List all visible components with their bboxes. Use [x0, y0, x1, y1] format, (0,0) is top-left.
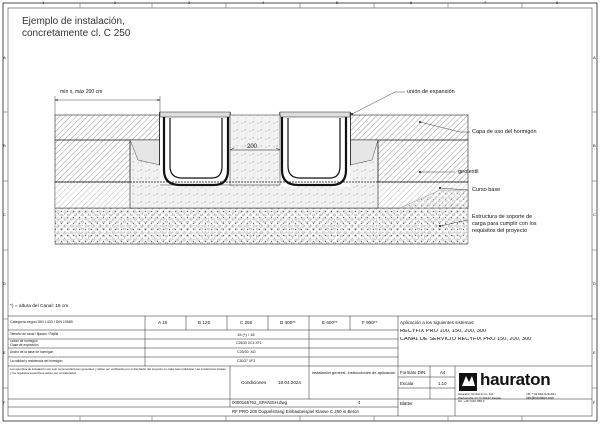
- company-address: [458, 393, 522, 404]
- support-line-2: carga para cumplir con los: [472, 221, 537, 227]
- frame-row-f: F: [3, 400, 6, 405]
- frame-row-c-right: C: [593, 212, 596, 217]
- brand-wordmark: hauraton: [480, 370, 551, 389]
- row-quality-value: C30/37 XF3: [237, 359, 256, 363]
- row-concrete-grade-label: [10, 340, 70, 347]
- row-base-width-label: Ancho de la base de hormigón: [10, 350, 54, 354]
- class-e600: E 600**: [322, 320, 338, 325]
- sheets-label: Blätter: [400, 401, 413, 406]
- row-channel-size-label: Tamaño de canal / fijación / Rejilla: [10, 332, 59, 336]
- title-line-2: concretamente cl. C 250: [22, 28, 131, 39]
- issue-date: 18.04.2024: [278, 380, 301, 385]
- conditions-label: Condiciones: [241, 380, 267, 385]
- title-line-1: Ejemplo de instalación,: [22, 16, 125, 27]
- class-f900: F 900**: [362, 320, 378, 325]
- frame-row-e: E: [3, 350, 6, 355]
- callout-support-structure: [472, 214, 537, 235]
- class-d400: D 400**: [280, 320, 296, 325]
- wear-layer-left: [55, 115, 160, 140]
- row-channel-size-value: 15 (*) / 16: [237, 332, 255, 337]
- exposure-class-text: Clase de exposición: [10, 342, 39, 347]
- frame-row-e-right: E: [593, 350, 596, 355]
- format-label: Formato DIN: [400, 370, 426, 375]
- row-base-width-value: C25/30 .XD: [237, 350, 256, 354]
- frame-row-a-right: A: [593, 55, 596, 60]
- frame-row-b: B: [3, 143, 6, 148]
- company-line-2: Werkstraße 13, D-76437 Rastatt: [458, 395, 502, 400]
- class-b125: B 125: [198, 320, 211, 325]
- row-concrete-grade-value: C25/30 XC4 XF1: [236, 341, 262, 345]
- disclaimer-text: Los ejemplos de instalación son solo recomendaciones generales y deben ser verificados por el diseñador del proyecto en cada caso individual. Las condiciones locales y los requisitos específicos deben ser considerados.: [10, 368, 226, 375]
- frame-row-d: D: [3, 281, 6, 286]
- footer-description: RF PRO 200 Doppelstrang Einbaubeispiel Klasse C 250 in Beton: [232, 409, 359, 414]
- classes-header: Categoría según DIN 1433 / DIN 19580: [10, 320, 73, 324]
- file-name: 0000165762_SPANISH.dwg: [232, 400, 288, 405]
- system-line-2: CANAL DE SERVICIO RECYFIX PRO 150, 200, 300: [400, 337, 532, 342]
- hauraton-logo-icon: [459, 373, 477, 391]
- applies-to-label: Aplicación a los siguientes sistemas:: [400, 320, 475, 325]
- frame-col-6: 6: [410, 0, 413, 5]
- support-line-1: Estructura de soporte de: [472, 214, 533, 220]
- class-c250: C 250: [240, 320, 253, 325]
- row-quality-label: La calidad y resistencia del hormigón: [10, 359, 63, 363]
- company-line-3: Tel. +49 7222 958 0: [458, 399, 485, 404]
- frame-row-b-right: B: [593, 143, 596, 148]
- frame-col-8: 8: [556, 0, 559, 5]
- system-line-1: RECYFIX PRO 100, 150, 200, 300: [400, 329, 487, 334]
- company-contact: [526, 393, 590, 401]
- sheet-number: 4: [358, 400, 361, 405]
- wear-layer-right: [350, 115, 468, 140]
- frame-col-4: 4: [262, 0, 265, 5]
- frame-col-2: 2: [114, 0, 117, 5]
- scale-value: 1:10: [438, 381, 447, 386]
- callout-base-course: Curso base: [472, 187, 501, 193]
- company-line-1: Hauraton GmbH & Co. KG: [458, 393, 494, 396]
- company-phone: Tel. +34 663 628 581: [526, 393, 556, 396]
- format-value: A4: [440, 370, 446, 375]
- class-a15: A 15: [158, 320, 168, 325]
- frame-col-5: 5: [336, 0, 339, 5]
- callout-wear-layer: Capa de uso del hormigón: [472, 129, 537, 135]
- scale-label: Escala: [400, 381, 414, 386]
- concrete-grade-text: Grado de hormigón: [10, 340, 38, 343]
- callout-geotextile: geotextil: [458, 169, 479, 175]
- dimension-200-label: 200: [247, 144, 258, 150]
- company-email: info@hauraton.com: [526, 395, 554, 400]
- frame-row-f-right: F: [593, 400, 596, 405]
- callout-expansion-joint: unión de expansión: [407, 89, 455, 95]
- frame-row-a: A: [3, 55, 6, 60]
- support-line-3: requisitos del proyecto: [472, 228, 528, 234]
- instructions-text: instalación general, instrucciones de aplicación: [312, 370, 396, 375]
- frame-col-3: 3: [188, 0, 191, 5]
- footnote: *) = altura del Canal: 16 cm: [10, 304, 69, 309]
- frame-row-d-right: D: [593, 281, 596, 286]
- drawing-title: [22, 16, 130, 40]
- frame-col-7: 7: [484, 0, 487, 5]
- dimension-label: mín x, máx 200 cm: [60, 89, 103, 95]
- channel-left: [160, 112, 234, 187]
- channel-right: [280, 112, 350, 187]
- frame-col-1: 1: [42, 0, 45, 5]
- frame-row-c: C: [3, 212, 6, 217]
